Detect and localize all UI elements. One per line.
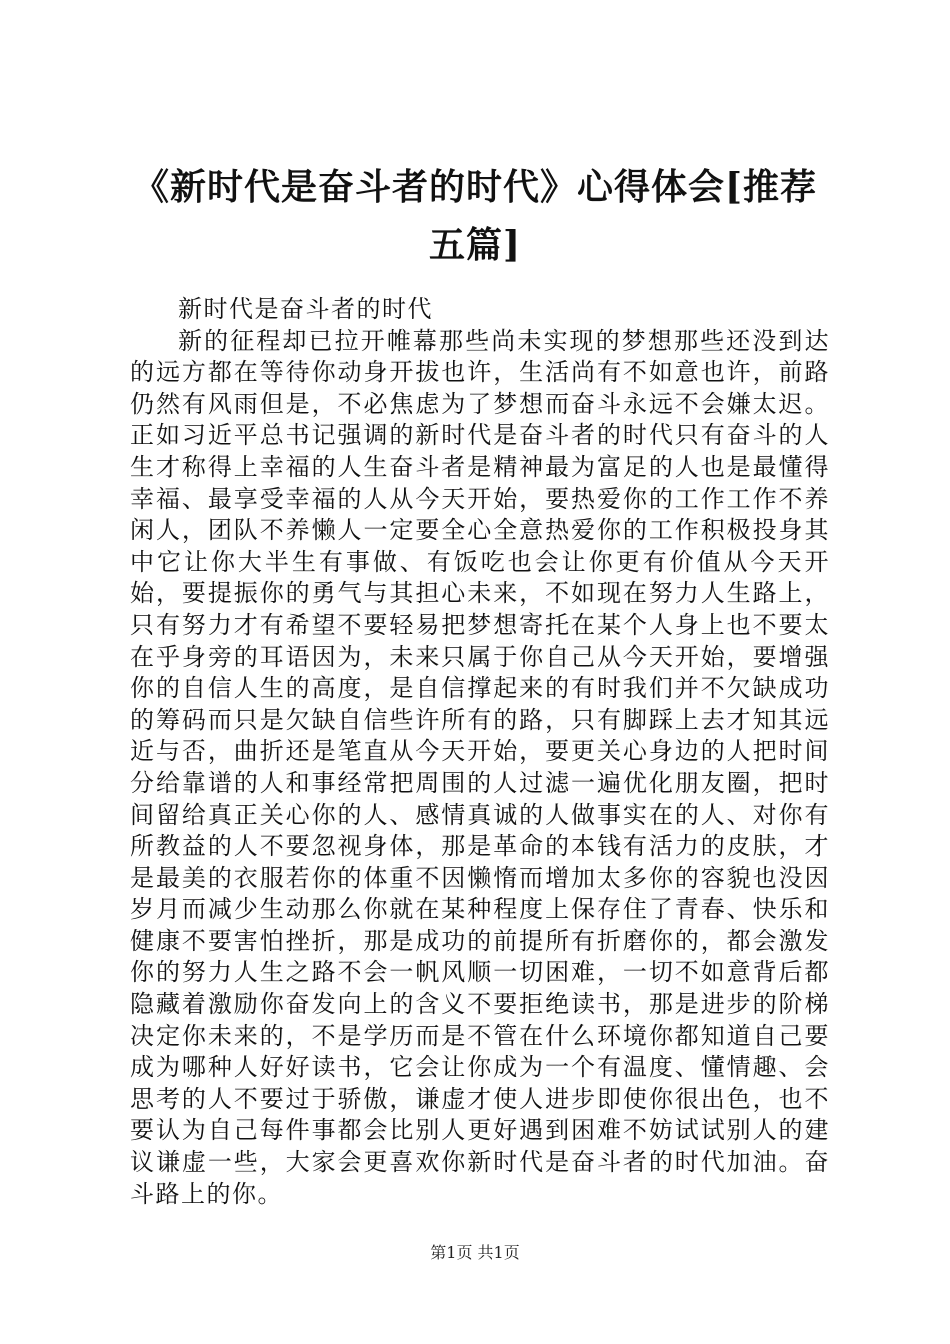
body-paragraph: 新的征程却已拉开帷幕那些尚未实现的梦想那些还没到达的远方都在等待你动身开拔也许，生活尚有不如意也许，前路仍然有风雨但是，不必焦虑为了梦想而奋斗永远不会嫌太迟。正如习近平总书记强调的新时代是奋斗者的时代只有奋斗的人生才称得上幸福的人生奋斗者是精神最为富足的人也是最懂得幸福、最享受幸福的人从今天开始，要热爱你的工作工作不养闲人，团队不养懒人一定要全心全意热爱你的工作积极投身其中它让你大半生有事做、有饭吃也会让你更有价值从今天开始，要提振你的勇气与其担心未来，不如现在努力人生路上，只有努力才有希望不要轻易把梦想寄托在某个人身上也不要太在乎身旁的耳语因为，未来只属于你自己从今天开始，要增强你的自信人生的高度，是自信撑起来的有时我们并不欠缺成功的筹码而只是欠缺自信些许所有的路，只有脚踩上去才知其远近与否，曲折还是笔直从今天开始，要更关心身边的人把时间分给靠谱的人和事经常把周围的人过滤一遍优化朋友圈，把时间留给真正关心你的人、感情真诚的人做事实在的人、对你有所教益的人不要忽视身体，那是革命的本钱有活力的皮肤，才是最美的衣服若你的体重不因懒惰而增加太多你的容貌也没因岁月而减少生动那么你就在某种程度上保存住了青春、快乐和健康不要害怕挫折，那是成功的前提所有折磨你的，都会激发你的努力人生之路不会一帆风顺一切困难，一切不如意背后都隐藏着激励你奋发向上的含义不要拒绝读书，那是进步的阶梯决定你未来的，不是学历而是不管在什么环境你都知道自己要成为哪种人好好读书，它会让你成为一个有温度、懂情趣、会思考的人不要过于骄傲，谦虚才使人进步即使你很出色，也不要认为自己每件事都会比别人更好遇到困难不妨试试别人的建议谦虚一些，大家会更喜欢你新时代是奋斗者的时代加油。奋斗路上的你。 xyxy=(130,326,830,1208)
page-footer: 第1页 共1页 xyxy=(430,1243,520,1262)
subtitle-paragraph: 新时代是奋斗者的时代 xyxy=(178,295,433,323)
document-body xyxy=(130,294,830,1210)
document-title: 《新时代是奋斗者的时代》心得体会[推荐五篇] xyxy=(132,166,818,266)
